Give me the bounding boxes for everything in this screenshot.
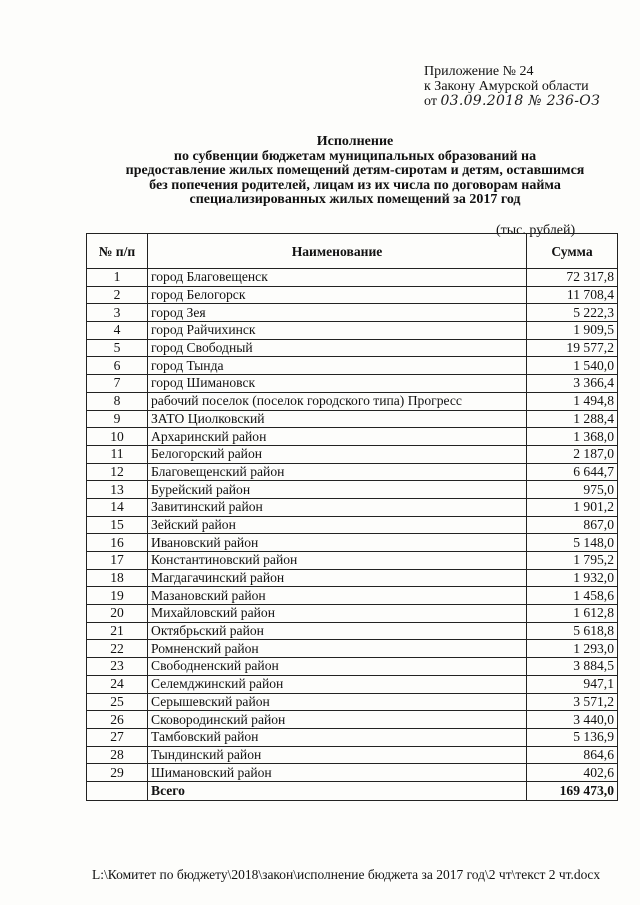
row-sum: 867,0: [527, 516, 618, 534]
table-row: [87, 304, 618, 322]
row-sum: 3 366,4: [527, 375, 618, 393]
row-number: 25: [87, 693, 148, 711]
row-number: 12: [87, 463, 148, 481]
row-number: 15: [87, 516, 148, 534]
table-row: [87, 569, 618, 587]
row-sum: 947,1: [527, 675, 618, 693]
table-row: [87, 322, 618, 340]
row-name: город Райчихинск: [148, 322, 527, 340]
row-name: город Благовещенск: [148, 269, 527, 287]
row-name: Зейский район: [148, 516, 527, 534]
header-sum: Сумма: [527, 234, 618, 269]
appendix-number: Приложение № 24: [424, 64, 534, 79]
table-row: [87, 534, 618, 552]
row-name: Благовещенский район: [148, 463, 527, 481]
table-row: [87, 640, 618, 658]
row-name: город Свободный: [148, 339, 527, 357]
title-line-4: без попечения родителей, лицам из их числа по договорам найма: [149, 177, 561, 193]
row-sum: 5 618,8: [527, 622, 618, 640]
table-row: [87, 746, 618, 764]
row-number: 7: [87, 375, 148, 393]
row-sum: 72 317,8: [527, 269, 618, 287]
table-row: [87, 481, 618, 499]
table-row: [87, 605, 618, 623]
row-name: Ромненский район: [148, 640, 527, 658]
row-number: 17: [87, 552, 148, 570]
row-number: 22: [87, 640, 148, 658]
row-number: 19: [87, 587, 148, 605]
row-number: 24: [87, 675, 148, 693]
row-number: 4: [87, 322, 148, 340]
row-name: рабочий поселок (поселок городского типа) Прогресс: [148, 392, 527, 410]
table-row: [87, 516, 618, 534]
budget-table: [86, 233, 618, 801]
row-name: город Зея: [148, 304, 527, 322]
row-name: ЗАТО Циолковский: [148, 410, 527, 428]
table-header-row: [87, 234, 618, 269]
title-line-5: специализированных жилых помещений за 2017 год: [189, 192, 521, 207]
row-sum: 2 187,0: [527, 445, 618, 463]
row-name: Тындинский район: [148, 746, 527, 764]
row-name: Мазановский район: [148, 587, 527, 605]
row-name: Шимановский район: [148, 764, 527, 782]
row-number: 21: [87, 622, 148, 640]
table-row: [87, 339, 618, 357]
appendix-date-line: [424, 94, 634, 109]
row-sum: 1 795,2: [527, 552, 618, 570]
row-sum: 1 540,0: [527, 357, 618, 375]
table-row: [87, 498, 618, 516]
row-name: Бурейский район: [148, 481, 527, 499]
row-sum: 402,6: [527, 764, 618, 782]
row-number: 3: [87, 304, 148, 322]
row-sum: 1 612,8: [527, 605, 618, 623]
row-name: Белогорский район: [148, 445, 527, 463]
row-sum: 864,6: [527, 746, 618, 764]
table-row: [87, 711, 618, 729]
row-number: 13: [87, 481, 148, 499]
row-name: Октябрьский район: [148, 622, 527, 640]
row-number: 11: [87, 445, 148, 463]
row-sum: 6 644,7: [527, 463, 618, 481]
row-number: 8: [87, 392, 148, 410]
row-number: 5: [87, 339, 148, 357]
table-total-row: [87, 781, 618, 800]
row-name: Селемджинский район: [148, 675, 527, 693]
row-sum: 3 440,0: [527, 711, 618, 729]
row-number: 27: [87, 728, 148, 746]
row-sum: 1 458,6: [527, 587, 618, 605]
title-line-2: по субвенции бюджетам муниципальных образований на: [173, 148, 537, 164]
row-sum: 5 222,3: [527, 304, 618, 322]
row-number: 28: [87, 746, 148, 764]
table-row: [87, 269, 618, 287]
file-path-footer: L:\Комитет по бюджету\2018\закон\исполнение бюджета за 2017 год\2 чт\текст 2 чт.docx: [92, 867, 601, 882]
row-sum: 5 148,0: [527, 534, 618, 552]
table-row: [87, 357, 618, 375]
row-sum: 3 884,5: [527, 658, 618, 676]
table-row: [87, 286, 618, 304]
row-number: 6: [87, 357, 148, 375]
table-row: [87, 675, 618, 693]
row-sum: 1 288,4: [527, 410, 618, 428]
row-number: 29: [87, 764, 148, 782]
row-sum: 5 136,9: [527, 728, 618, 746]
row-number: 2: [87, 286, 148, 304]
row-name: Свободненский район: [148, 658, 527, 676]
table-row: [87, 622, 618, 640]
table-row: [87, 728, 618, 746]
row-name: Константиновский район: [148, 552, 527, 570]
table-row: [87, 552, 618, 570]
row-name: город Тында: [148, 357, 527, 375]
row-name: Завитинский район: [148, 498, 527, 516]
row-sum: 1 932,0: [527, 569, 618, 587]
handwritten-date-number: 03.09.2018 № 236-ОЗ: [440, 93, 601, 109]
table-row: [87, 693, 618, 711]
row-sum: 11 708,4: [527, 286, 618, 304]
row-sum: 1 901,2: [527, 498, 618, 516]
row-name: Магдагачинский район: [148, 569, 527, 587]
title-line-1: Исполнение: [316, 134, 394, 149]
row-number: 23: [87, 658, 148, 676]
table-row: [87, 375, 618, 393]
row-number: 1: [87, 269, 148, 287]
total-num-cell: [87, 781, 148, 800]
appendix-block: [424, 64, 634, 109]
row-number: 9: [87, 410, 148, 428]
row-number: 14: [87, 498, 148, 516]
row-sum: 1 368,0: [527, 428, 618, 446]
table-row: [87, 410, 618, 428]
table-row: [87, 428, 618, 446]
appendix-date-prefix: от: [424, 94, 437, 109]
row-sum: 1 909,5: [527, 322, 618, 340]
row-name: Архаринский район: [148, 428, 527, 446]
row-number: 18: [87, 569, 148, 587]
table-row: [87, 463, 618, 481]
total-label: Всего: [148, 781, 527, 800]
row-sum: 1 293,0: [527, 640, 618, 658]
appendix-law: к Закону Амурской области: [424, 79, 589, 94]
table-row: [87, 445, 618, 463]
title-line-3: предоставление жилых помещений детям-сиротам и детям, оставшимся: [125, 163, 585, 178]
row-sum: 1 494,8: [527, 392, 618, 410]
row-number: 16: [87, 534, 148, 552]
row-name: Серышевский район: [148, 693, 527, 711]
row-number: 10: [87, 428, 148, 446]
row-name: город Шимановск: [148, 375, 527, 393]
row-name: Михайловский район: [148, 605, 527, 623]
table-row: [87, 658, 618, 676]
document-title: [90, 135, 620, 208]
row-name: Сковородинский район: [148, 711, 527, 729]
table-row: [87, 764, 618, 782]
units-label: (тыс. рублей): [496, 223, 576, 238]
header-num: № п/п: [87, 234, 148, 269]
total-sum: 169 473,0: [527, 781, 618, 800]
table-row: [87, 392, 618, 410]
row-sum: 19 577,2: [527, 339, 618, 357]
table-row: [87, 587, 618, 605]
row-name: город Белогорск: [148, 286, 527, 304]
row-name: Тамбовский район: [148, 728, 527, 746]
row-number: 26: [87, 711, 148, 729]
header-name: Наименование: [148, 234, 527, 269]
row-sum: 975,0: [527, 481, 618, 499]
row-name: Ивановский район: [148, 534, 527, 552]
row-sum: 3 571,2: [527, 693, 618, 711]
row-number: 20: [87, 605, 148, 623]
